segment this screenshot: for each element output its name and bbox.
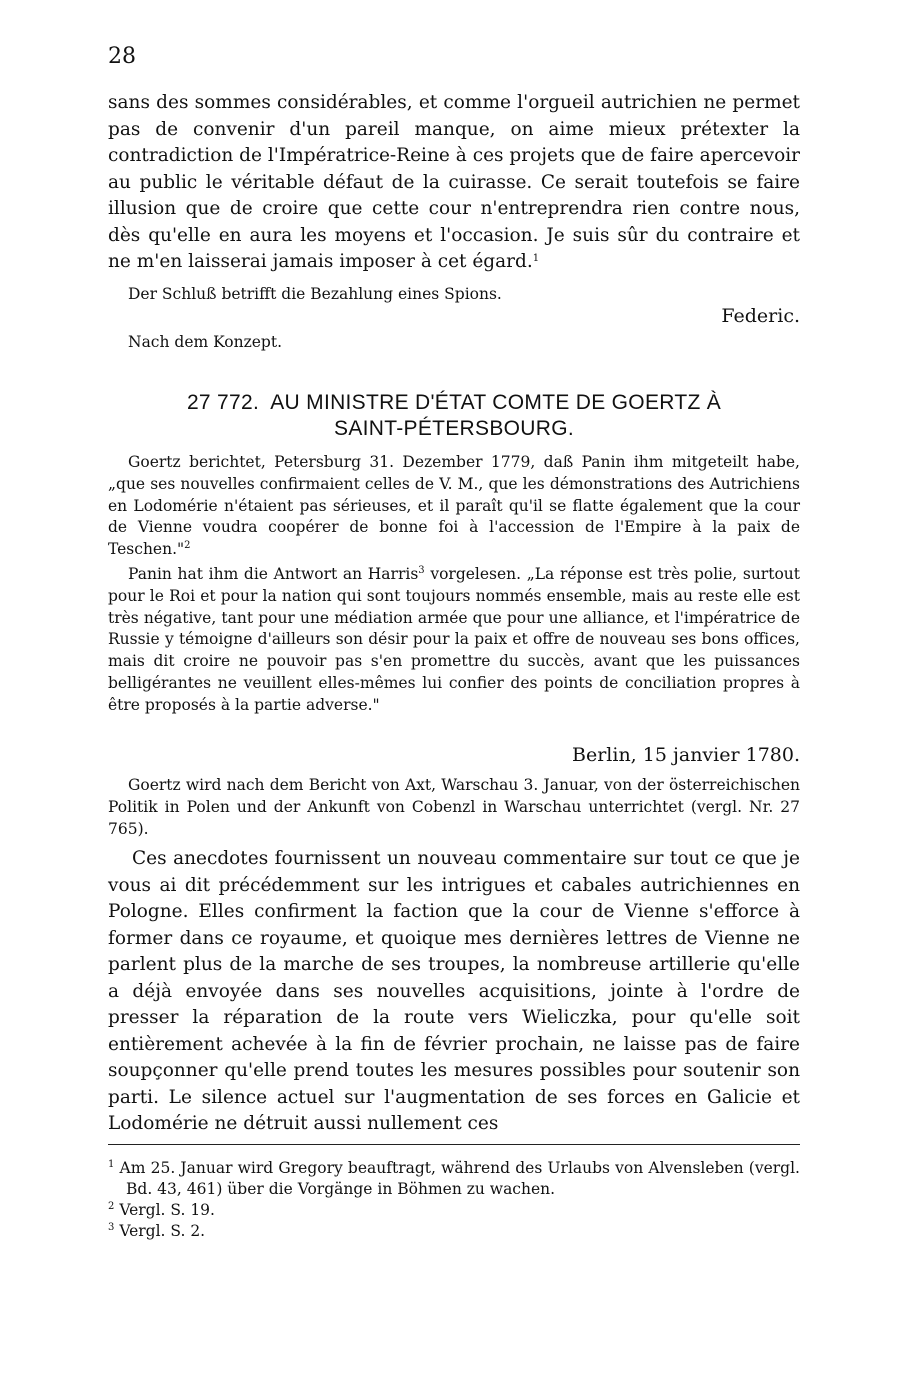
footnote-mark-3: 3 (108, 1222, 115, 1233)
summary-paragraph-1 (108, 452, 800, 561)
footnote-mark-1: 1 (108, 1159, 115, 1170)
footnote-ref-2: 2 (184, 540, 191, 552)
footnote-divider (108, 1144, 800, 1145)
source-note: Nach dem Konzept. (128, 333, 283, 351)
top-paragraph-text: sans des sommes considérables, et comme l'orgueil autrichien ne permet pas de convenir d'un pareil manque, on aime mieux prétexter la contradiction de l'Impératrice-Reine à ces projets que de faire apercevoir au public le véritable défaut de la cuirasse. Ce serait toutefois se faire illusion que de croire que cette cour n'entreprendra rien contre nous, dès qu'elle en aura les moyens et l'occasion. Je suis sûr du contraire et ne m'en laisserai jamais imposer à cet égard. (108, 92, 800, 272)
footnote-ref-3: 3 (418, 565, 425, 576)
closing-note: Der Schluß betrifft die Bezahlung eines Spions. (128, 285, 502, 303)
top-paragraph (108, 90, 800, 276)
footnote-2 (108, 1200, 800, 1221)
summary-paragraph-2 (108, 564, 800, 717)
signature: Federic. (721, 305, 800, 327)
footnote-mark-2: 2 (108, 1201, 115, 1212)
summary-2-text-b: vorgelesen. „La réponse est très polie, surtout pour le Roi et pour la nation qui sont toujours nommés ensemble, mais au reste elle est très négative, tant pour une médiation armée que pour une alliance, et l'impératrice de Russie y témoigne d'ailleurs son désir pour la paix et offre de nouveau ses bons offices, mais dit croire ne pouvoir pas s'en promettre du succès, avant que les puissances belligérantes ne veuillent elles-mêmes lui confier des points de conciliation propres à être proposés à la partie adverse." (108, 565, 800, 714)
summary-1-text: Goertz berichtet, Petersburg 31. Dezember 1779, daß Panin ihm mitgeteilt habe, „que ses nouvelles confirmaient celles de V. M., que les démonstrations des Autrichiens en Lodomérie n'étaient pas sérieuses, et il paraît qu'il se flatte également que la cour de Vienne voudra coopérer de bonne foi à l'accession de l'Empire à la paix de Teschen." (108, 453, 800, 559)
footnote-1 (108, 1158, 800, 1200)
letter-number: 27 772. (186, 391, 260, 414)
heading-line-1 (108, 390, 800, 416)
summary-paragraph-3: Goertz wird nach dem Bericht von Axt, Warschau 3. Januar, von der österreichischen Politik in Polen und der Ankunft von Cobenzl in Warschau unterrichtet (vergl. Nr. 27 765). (108, 776, 800, 838)
footnote-3 (108, 1221, 800, 1242)
footnote-ref-1: 1 (532, 253, 540, 264)
heading-line-2: SAINT-PÉTERSBOURG. (334, 417, 574, 440)
page-number: 28 (108, 44, 136, 69)
footnote-1-text: Am 25. Januar wird Gregory beauftragt, während des Urlaubs von Alvensleben (vergl. Bd. 43, 461) über die Vorgänge in Böhmen zu wachen. (119, 1159, 800, 1198)
heading-title-1: AU MINISTRE D'ÉTAT COMTE DE GOERTZ À (270, 391, 722, 414)
dateline: Berlin, 15 janvier 1780. (572, 744, 800, 766)
main-paragraph: Ces anecdotes fournissent un nouveau commentaire sur tout ce que je vous ai dit précédemment sur les intrigues et cabales autrichiennes en Pologne. Elles confirment la faction que la cour de Vienne s'efforce à former dans ce royaume, et quoique mes dernières lettres de Vienne ne parlent plus de la marche de ses troupes, la nombreuse artillerie qu'elle a déjà envoyée dans ses nouvelles acquisitions, jointe à l'ordre de presser la réparation de la route vers Wieliczka, pour qu'elle soit entièrement achevée à la fin de février prochain, ne laisse pas de faire soupçonner qu'elle prend toutes les mesures possibles pour soutenir son parti. Le silence actuel sur l'augmentation de ses forces en Galicie et Lodomérie ne détruit aussi nullement ces (108, 848, 800, 1134)
footnote-3-text: Vergl. S. 2. (119, 1222, 206, 1240)
letter-heading (108, 390, 800, 442)
footnote-2-text: Vergl. S. 19. (119, 1201, 215, 1219)
summary-2-text-a: Panin hat ihm die Antwort an Harris (128, 565, 419, 583)
footnotes (108, 1158, 800, 1242)
